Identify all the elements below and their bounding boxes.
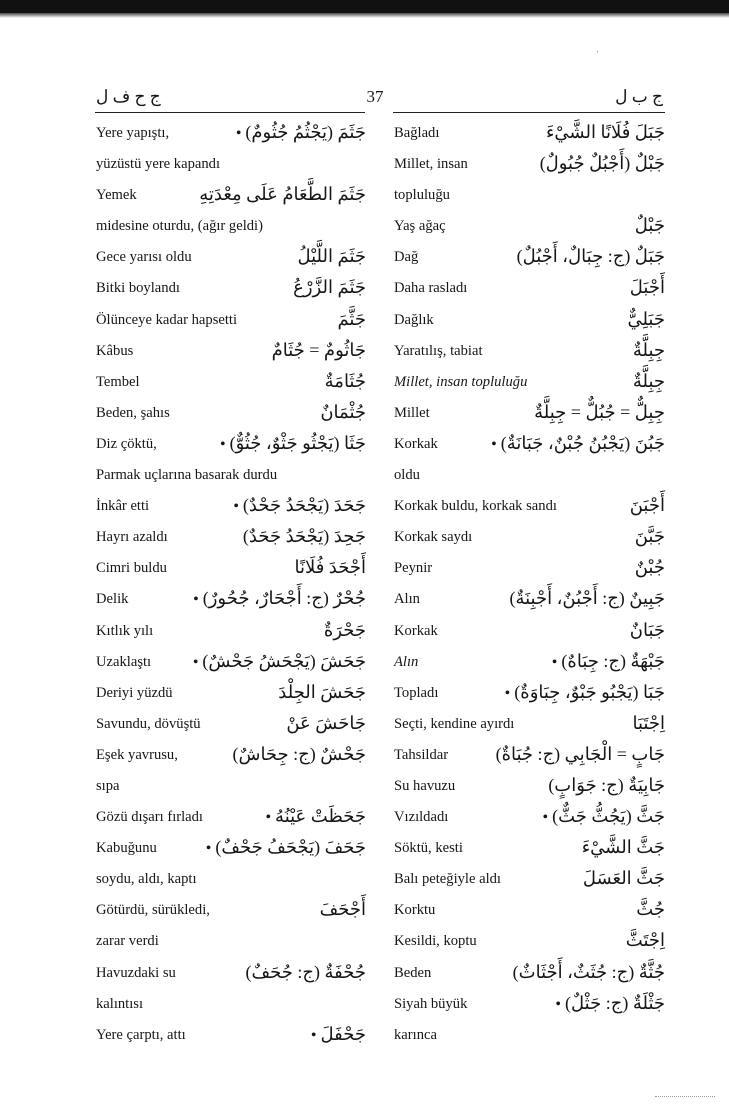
dictionary-entry [96,1020,366,1051]
turkish-meaning: Hayrı azaldı [96,529,168,546]
turkish-meaning: Alın [394,653,419,670]
arabic-text: جُحْرٌ (ج: أَجْحَارٌ، جُحُورٌ) [202,588,366,609]
dictionary-entry [96,678,366,709]
dictionary-entry [394,678,665,709]
arabic-headword [193,648,366,676]
arabic-headword [505,679,665,707]
dictionary-entry [96,771,366,802]
arabic-headword: جَحْشٌ (ج: جِحَاشٌ) [232,743,366,764]
turkish-meaning: Kesildi, koptu [394,933,477,950]
arabic-headword [311,1021,366,1049]
arabic-headword: جُبْنٌ [634,557,665,578]
arabic-headword: جَحَشَ الجِلْدَ [278,681,366,702]
turkish-meaning: Korkak buldu, korkak sandı [394,498,557,515]
arabic-headword: أَجْحَفَ [319,899,366,920]
right-column [394,118,665,1051]
dictionary-entry [394,149,665,180]
dictionary-entry [96,522,366,553]
dictionary-entry [394,367,665,398]
scan-speck: ˈ [596,50,600,61]
turkish-meaning: Daha rasladı [394,280,468,297]
arabic-headword: جَثَّ الشَّيْءَ [581,837,665,858]
dictionary-entry [394,273,665,304]
dictionary-entry [96,958,366,989]
dictionary-entry [96,460,366,491]
dictionary-entry [96,180,366,211]
turkish-meaning: Gözü dışarı fırladı [96,809,203,826]
arabic-headword [265,803,366,831]
page-number: 37 [366,87,384,106]
turkish-meaning: zarar verdi [96,933,159,950]
arabic-headword [206,834,366,862]
dictionary-entry [394,833,665,864]
turkish-meaning: Korkak [394,622,438,639]
arabic-text: جَحَفَ (يَجْحَفُ جَحْفٌ) [215,837,366,858]
turkish-meaning: Korktu [394,902,436,919]
dictionary-entry [96,709,366,740]
dictionary-entry [394,398,665,429]
dictionary-entry [394,211,665,242]
arabic-headword: جَبَلِيٌّ [627,308,665,329]
left-column [96,118,366,1051]
arabic-headword: جَثَّمَ [337,308,366,329]
dictionary-entry [394,647,665,678]
entry-bullet: • [542,809,553,827]
arabic-text: جَحَظَتْ عَيْنُهُ [275,806,366,827]
entry-bullet: • [491,435,501,453]
turkish-meaning: Yere çarptı, attı [96,1026,186,1043]
arabic-headword [542,803,665,831]
turkish-meaning: Diz çöktü, [96,435,157,452]
turkish-meaning: Parmak uçlarına basarak durdu [96,467,278,484]
dictionary-entry [96,398,366,429]
dictionary-entry [394,1020,665,1051]
arabic-headword: جُثَّ [636,899,665,920]
arabic-text: جَحْفَلَ [320,1023,366,1044]
running-head-left: ج ح ف ل [96,87,161,106]
turkish-meaning: midesine oturdu, (ağır geldi) [96,218,263,235]
arabic-text: جَثْلَةٌ (ج: جَثْلٌ) [565,992,665,1013]
dictionary-entry [96,895,366,926]
arabic-headword [491,430,665,458]
dictionary-entry [394,242,665,273]
dictionary-entry [96,989,366,1020]
turkish-meaning: oldu [394,467,420,484]
dictionary-entry [96,864,366,895]
dictionary-entry [96,242,366,273]
turkish-meaning: Beden [394,964,432,981]
turkish-meaning: Vızıldadı [394,809,449,826]
arabic-text: جَبُنَ (يَجْبُنُ جُبْنٌ، جَبَانَةٌ) [500,432,665,453]
turkish-meaning: Yere yapıştı, [96,125,170,141]
arabic-headword: أَجْبَنَ [629,495,665,516]
dictionary-entry [96,149,366,180]
dictionary-entry [96,584,366,615]
arabic-headword [233,492,366,520]
turkish-meaning: Topladı [394,684,439,701]
arabic-headword: جَحِدَ (يَجْحَدُ جَحَدٌ) [242,526,366,547]
dictionary-entry [96,305,366,336]
turkish-meaning: Kabuğunu [96,840,157,857]
dictionary-entry [96,926,366,957]
dictionary-entry [394,491,665,522]
arabic-text: جَحَشَ (يَجْحَشُ جَحْشٌ) [202,650,366,671]
turkish-meaning: Götürdü, sürükledi, [96,902,210,919]
arabic-headword: جَبَلَ فُلَانًا الشَّيْءَ [545,122,665,142]
entry-bullet: • [205,840,216,858]
entry-bullet: • [551,653,562,671]
turkish-meaning: Millet [394,404,430,421]
arabic-headword: جَثَمَ اللَّيْلُ [297,246,366,267]
dictionary-entry [96,491,366,522]
turkish-meaning: Tembel [96,373,140,390]
turkish-meaning: Peynir [394,560,433,577]
arabic-headword: جِبِلَّةٌ [632,370,665,391]
entry-bullet: • [555,995,566,1013]
entry-bullet: • [310,1026,321,1044]
arabic-headword: جَبَّنَ [634,526,665,547]
arabic-headword: جَبَانٌ [629,619,665,640]
arabic-text: جَحَدَ (يَجْحَدُ جَحْدٌ) [242,495,366,516]
turkish-meaning: Korkak saydı [394,529,473,546]
scan-top-edge [0,0,729,13]
dictionary-entry [96,616,366,647]
dictionary-entry [394,926,665,957]
arabic-headword: جُثْمَانٌ [320,401,366,422]
turkish-meaning: topluluğu [394,187,450,204]
dictionary-entry [394,740,665,771]
dictionary-entry [96,336,366,367]
running-head-right: ج ب ل [615,87,663,106]
dictionary-entry [96,647,366,678]
dictionary-entry [394,460,665,491]
turkish-meaning: soydu, aldı, kaptı [96,871,197,888]
dictionary-entry [96,802,366,833]
arabic-headword: اِجْتَبَا [632,712,665,733]
arabic-text: جَثَّ (يَجُثُّ جَثٌّ) [552,806,665,827]
arabic-headword: جَاحَشَ عَنْ [286,712,366,733]
turkish-meaning: Dağ [394,249,419,266]
arabic-headword: أَجْبَلَ [629,277,665,298]
turkish-meaning: Millet, insan [394,156,468,173]
scan-bottom-dots [655,1096,715,1097]
arabic-headword [193,585,366,613]
arabic-headword: جَحْرَةٌ [323,619,366,640]
turkish-meaning: Siyah büyük [394,995,468,1012]
arabic-headword: جِبِلَّةٌ [632,339,665,360]
turkish-meaning: yüzüstü yere kapandı [96,156,221,173]
turkish-meaning: Beden, şahıs [96,404,170,421]
arabic-text: جَبَا (يَجْبُو جَبْوٌ، جِبَاوَةٌ) [514,681,665,702]
arabic-headword: جَابِيَةٌ (ج: جَوَابٍ) [548,774,665,795]
turkish-meaning: Su havuzu [394,777,456,794]
turkish-meaning: Bağladı [394,125,440,141]
dictionary-entry [96,740,366,771]
dictionary-entry [394,584,665,615]
turkish-meaning: Alın [394,591,420,608]
dictionary-entry [96,118,366,149]
turkish-meaning: Söktü, kesti [394,840,463,857]
arabic-headword: جُثَامَةٌ [324,370,366,391]
entry-bullet: • [235,125,246,142]
dictionary-entry [394,864,665,895]
dictionary-entry [394,522,665,553]
turkish-meaning: Eşek yavrusu, [96,746,178,763]
turkish-meaning: Seçti, kendine ayırdı [394,715,515,732]
arabic-headword: جَاثُومٌ = جُثَامٌ [271,339,366,360]
dictionary-entry [96,273,366,304]
turkish-meaning: Cimri buldu [96,560,167,577]
header-rule-left [95,112,365,113]
turkish-meaning: Kâbus [96,342,134,359]
arabic-headword: جَبْلٌ [634,215,665,236]
arabic-headword: جَابٍ = الْجَابِي (ج: جُبَاةٌ) [495,743,665,764]
arabic-text: جَثَمَ (يَجْثُمُ جُثُومٌ) [245,122,366,142]
turkish-meaning: Uzaklaştı [96,653,152,670]
entry-bullet: • [265,809,276,827]
dictionary-entry [394,429,665,460]
turkish-meaning: Yemek [96,187,137,204]
arabic-headword [552,648,665,676]
turkish-meaning: Yaş ağaç [394,218,446,235]
dictionary-entry [96,553,366,584]
turkish-meaning: karınca [394,1026,437,1043]
dictionary-entry [394,958,665,989]
dictionary-entry [394,118,665,149]
arabic-headword: جَبْلٌ (أَجْبُلٌ جُبُولٌ) [539,153,665,174]
dictionary-entry [394,180,665,211]
arabic-headword: جَبِينٌ (ج: أَجْبُنٌ، أَجْبِنَةٌ) [509,588,665,609]
dictionary-entry [96,833,366,864]
turkish-meaning: Havuzdaki su [96,964,176,981]
entry-bullet: • [504,684,515,702]
turkish-meaning: Balı peteğiyle aldı [394,871,501,888]
turkish-meaning: Yaratılış, tabiat [394,342,483,359]
dictionary-entry [394,989,665,1020]
dictionary-entry [394,895,665,926]
turkish-meaning: sıpa [96,777,120,794]
arabic-headword: جَبَلٌ (ج: جِبَالٌ، أَجْبُلٌ) [516,246,665,267]
turkish-meaning: Kıtlık yılı [96,622,154,639]
arabic-headword: جُثَّةٌ (ج: جُثَثٌ، أَجْثَاثٌ) [512,961,665,982]
dictionary-entry [394,771,665,802]
arabic-headword: جَثَّ العَسَلَ [582,868,665,889]
turkish-meaning: Ölünceye kadar hapsetti [96,311,238,328]
dictionary-entry [394,336,665,367]
header-rule-right [393,112,665,113]
turkish-meaning: İnkâr etti [96,498,150,515]
arabic-headword [236,119,366,147]
arabic-headword: أَجْحَدَ فُلَانًا [294,557,366,578]
turkish-meaning: Dağlık [394,311,434,328]
entry-bullet: • [233,498,243,516]
turkish-meaning: Delik [96,591,129,608]
turkish-meaning: Gece yarısı oldu [96,249,192,266]
dictionary-entry [394,709,665,740]
dictionary-entry [96,429,366,460]
entry-bullet: • [193,591,203,609]
arabic-headword [555,990,665,1018]
arabic-headword: جُحْفَةٌ (ج: جُحَفٌ) [245,961,366,982]
arabic-text: جَبْهَةٌ (ج: جِبَاهٌ) [561,650,665,671]
arabic-headword: جَثَمَ الطَّعَامُ عَلَى مِعْدَتِهِ [199,184,366,205]
turkish-meaning: Bitki boylandı [96,280,180,297]
arabic-headword: اِجْتَثَّ [625,930,665,951]
turkish-meaning: Savundu, dövüştü [96,715,201,732]
dictionary-entry [394,553,665,584]
turkish-meaning: kalıntısı [96,995,144,1012]
dictionary-entry [394,616,665,647]
turkish-meaning: Tahsildar [394,746,449,763]
dictionary-entry [394,802,665,833]
arabic-text: جَثَا (يَجْثُو جَثْوٌ، جُثُوٌّ) [229,432,366,453]
entry-bullet: • [219,435,230,453]
arabic-headword [220,430,366,458]
dictionary-entry [96,367,366,398]
dictionary-entry [394,305,665,336]
entry-bullet: • [192,653,203,671]
arabic-headword: جَثَمَ الزَّرْعُ [293,277,366,298]
scan-top-shadow [0,13,729,18]
turkish-meaning: Deriyi yüzdü [96,684,173,701]
turkish-meaning: Korkak [394,435,438,452]
turkish-meaning: Millet, insan topluluğu [394,373,528,390]
arabic-headword: جِبِلٌّ = جُبُلٌّ = جِبِلَّةٌ [534,401,665,422]
dictionary-entry [96,211,366,242]
